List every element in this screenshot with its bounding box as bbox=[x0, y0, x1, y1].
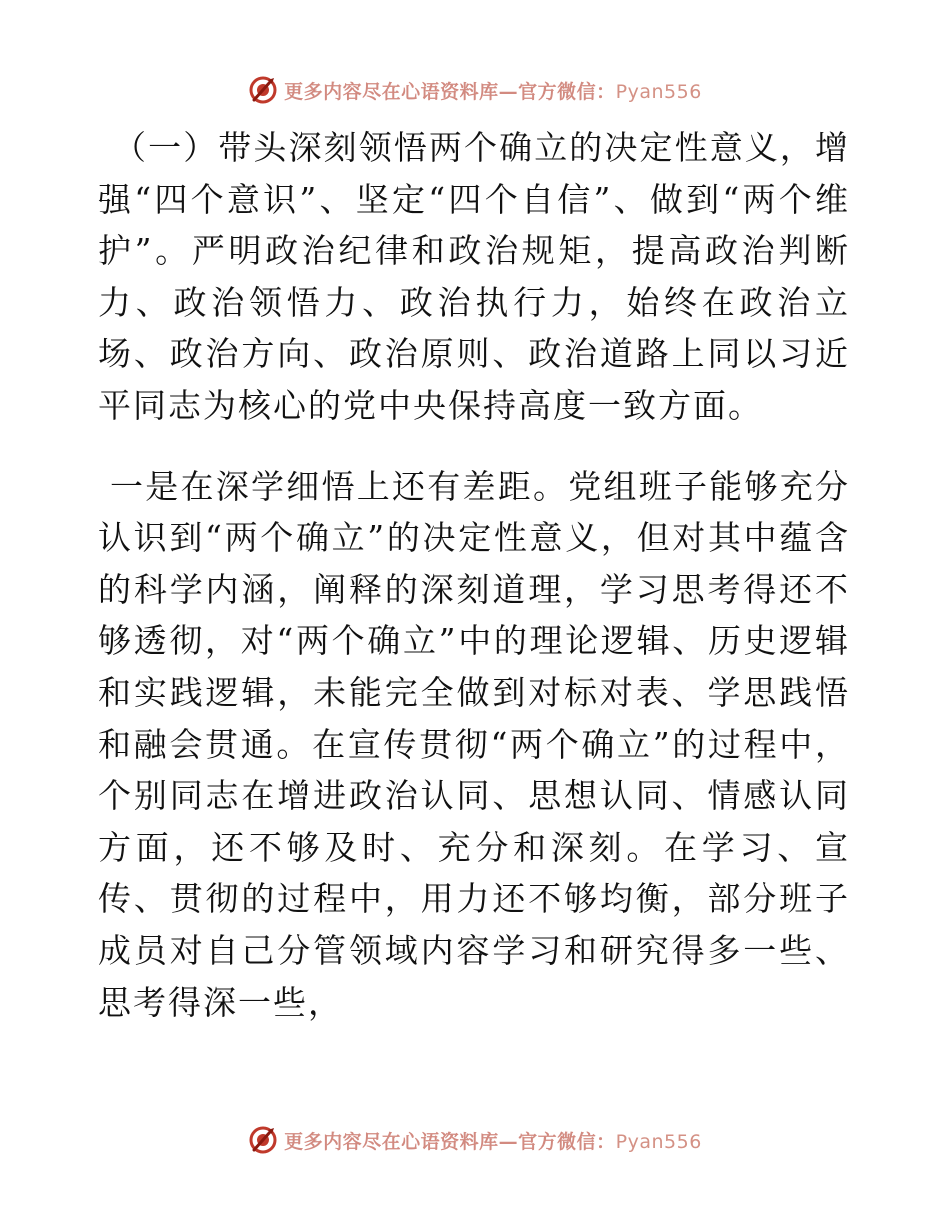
header-watermark bbox=[0, 72, 950, 108]
paragraph-point-one: 一是在深学细悟上还有差距。党组班子能够充分认识到“两个确立”的决定性意义，但对其中蕴含的科学内涵，阐释的深刻道理，学习思考得还不够透彻，对“两个确立”中的理论逻辑、历史逻辑和实践逻辑，未能完全做到对标对表、学思践悟和融会贯通。在宣传贯彻“两个确立”的过程中，个别同志在增进政治认同、思想认同、情感认同方面，还不够及时、充分和深刻。在学习、宣传、贯彻的过程中，用力还不够均衡，部分班子成员对自己分管领域内容学习和研究得多一些、思考得深一些， bbox=[98, 466, 850, 1022]
watermark-text: 更多内容尽在心语资料库—官方微信：Pyan556 bbox=[284, 80, 702, 103]
paragraph-section-heading: （一）带头深刻领悟两个确立的决定性意义，增强“四个意识”、坚定“四个自信”、做到“两个维护”。严明政治纪律和政治规矩，提高政治判断力、政治领悟力、政治执行力，始终在政治立场、政治方向、政治原则、政治道路上同以习近平同志为核心的党中央保持高度一致方面。 bbox=[98, 128, 850, 425]
watermark-text: 更多内容尽在心语资料库—官方微信：Pyan556 bbox=[284, 1130, 702, 1153]
watermark-account: Pyan556 bbox=[615, 80, 702, 103]
document-body bbox=[98, 122, 850, 1028]
watermark-account: Pyan556 bbox=[615, 1130, 702, 1153]
footer-watermark bbox=[0, 1122, 950, 1158]
red-seal-logo-icon bbox=[248, 75, 278, 105]
red-seal-logo-icon bbox=[248, 1125, 278, 1155]
